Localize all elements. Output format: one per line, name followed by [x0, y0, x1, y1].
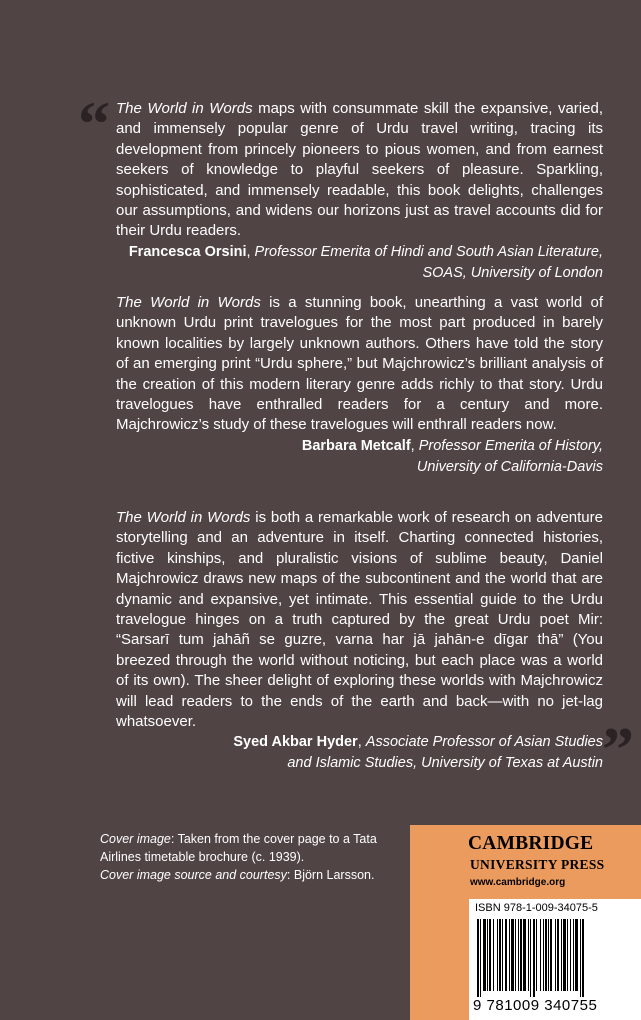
- publisher-name: CAMBRIDGE: [468, 833, 594, 854]
- barcode-bar: [483, 919, 486, 991]
- barcode-bar: [550, 919, 552, 991]
- book-title: The World in Words: [116, 509, 251, 526]
- barcode-bar: [557, 919, 559, 991]
- endorsement-attribution: Syed Akbar Hyder, Associate Professor of Asian Studies and Islamic Studies, University of Texas at Austin: [233, 734, 603, 772]
- barcode-bar: [515, 919, 516, 991]
- opening-quote-mark: “: [78, 88, 110, 159]
- barcode-bar: [563, 919, 566, 991]
- endorser-name: Syed Akbar Hyder: [233, 734, 358, 751]
- endorsement-attribution: Francesca Orsini, Professor Emerita of Hindi and South Asian Literature, SOAS, University of London: [128, 243, 603, 281]
- cover-image-credit: Cover image: Taken from the cover page to a Tata Airlines timetable brochure (c. 1939).: [100, 832, 377, 864]
- barcode-bar: [530, 919, 531, 997]
- endorser-affiliation: and Islamic Studies, University of Texas at Austin: [287, 755, 603, 772]
- barcode-bar: [497, 919, 498, 991]
- barcode-bar: [575, 919, 578, 991]
- barcode-box: [469, 899, 641, 1020]
- publisher-url: www.cambridge.org: [470, 877, 566, 888]
- barcode-bar: [477, 919, 479, 997]
- endorsement-metcalf: [116, 293, 603, 478]
- cover-image-source: Cover image source and courtesy: Björn Larsson.: [100, 868, 375, 882]
- endorser-name: Francesca Orsini: [128, 243, 247, 260]
- barcode-bar: [582, 919, 584, 997]
- barcode-bar: [567, 919, 568, 991]
- barcode-bar: [561, 919, 562, 991]
- barcode-bar: [580, 919, 581, 997]
- cover-credits: [100, 830, 400, 884]
- barcode-bar: [570, 919, 571, 991]
- endorsement-text: The World in Words maps with consummate skill the expansive, varied, and immensely popular genre of Urdu travel writing, tracing its development from princely pioneers to pious women, and from earnest seekers of knowledge to playful seekers of pleasure. Sparkling, sophisticated, and immensely readable, this book delights, challenges our assumptions, and widens our horizons just as travel accounts did for their Urdu readers.: [116, 100, 603, 240]
- barcode-bar: [540, 919, 541, 991]
- endorser-role: Professor Emerita of History,: [418, 437, 603, 454]
- barcode-bar: [533, 919, 535, 997]
- book-title: The World in Words: [116, 100, 253, 117]
- barcode-bar: [520, 919, 522, 991]
- ean-number: 9 781009 340755: [473, 997, 598, 1014]
- closing-quote-mark: ”: [602, 714, 634, 785]
- publisher-panel: [410, 825, 641, 1020]
- barcode-bar: [511, 919, 514, 991]
- barcode-bar: [487, 919, 488, 991]
- isbn-label: ISBN 978-1-009-34075-5: [475, 902, 598, 914]
- barcode-bar: [489, 919, 491, 991]
- barcode: [475, 919, 635, 997]
- barcode-bar: [536, 919, 537, 991]
- barcode-bar: [573, 919, 574, 991]
- publisher-press: UNIVERSITY PRESS: [470, 857, 605, 872]
- barcode-bar: [499, 919, 501, 991]
- endorser-affiliation: University of California-Davis: [416, 458, 603, 475]
- barcode-bar: [518, 919, 519, 991]
- endorsement-attribution: Barbara Metcalf, Professor Emerita of History, University of California-Davis: [301, 437, 603, 475]
- endorser-role: Associate Professor of Asian Studies: [365, 734, 603, 751]
- endorsement-orsini: [116, 99, 603, 284]
- barcode-bar: [545, 919, 547, 991]
- endorser-affiliation: SOAS, University of London: [422, 264, 603, 281]
- barcode-bar: [528, 919, 529, 991]
- barcode-bar: [548, 919, 549, 991]
- barcode-bar: [523, 919, 526, 991]
- barcode-bar: [509, 919, 510, 991]
- endorsement-text: The World in Words is both a remarkable work of research on adventure storytelling and an adventure in itself. Charting connected histories, fictive kinships, and pluralistic visions of sublime beauty, Daniel Majchrowicz draws new maps of the subcontinent and the world that are dynamic and expansive, yet intimate. This essential guide to the Urdu travelogue hinges on a truth captured by the great Urdu poet Mir: “Sarsarī tum jahāñ se guzre, varna har jā jahān-e dīgar thā” (You breezed through the world without noticing, but each place was a world of its own). The sheer delight of exploring these worlds with Majchrowicz will lead readers to the ends of the earth and back—with no jet-lag whatsoever.: [116, 509, 603, 731]
- book-title: The World in Words: [116, 294, 261, 311]
- barcode-bar: [555, 919, 556, 991]
- barcode-bar: [502, 919, 503, 991]
- endorsement-hyder: [116, 508, 603, 774]
- barcode-bar: [543, 919, 544, 991]
- endorsement-text: The World in Words is a stunning book, unearthing a vast world of unknown Urdu print travelogues for the most part produced in barely known localities by largely unknown authors. Others have told the story of an emerging print “Urdu sphere,” but Majchrowicz’s brilliant analysis of the creation of this modern literary genre adds richly to that story. Urdu travelogues have enthralled readers for a century and more. Majchrowicz’s study of these travelogues will enthrall readers now.: [116, 294, 603, 434]
- endorser-name: Barbara Metcalf: [301, 437, 411, 454]
- barcode-bar: [480, 919, 481, 997]
- barcode-bar: [493, 919, 494, 991]
- endorser-role: Professor Emerita of Hindi and South Asian Literature,: [254, 243, 603, 260]
- barcode-bar: [505, 919, 507, 991]
